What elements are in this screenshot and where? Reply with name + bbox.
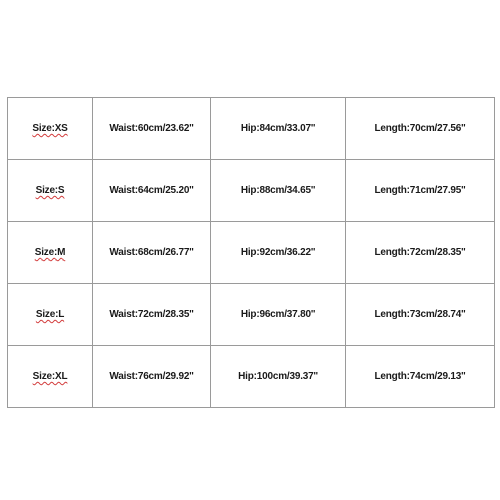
size-chart-table xyxy=(7,97,495,408)
table-row-xs xyxy=(8,98,495,160)
size-label: Size:M xyxy=(34,247,66,258)
length-cell: Length:70cm/27.56'' xyxy=(346,98,495,160)
size-cell xyxy=(8,284,93,346)
size-label: Size:XS xyxy=(32,123,68,134)
size-cell xyxy=(8,98,93,160)
waist-cell: Waist:76cm/29.92'' xyxy=(93,346,211,408)
length-cell: Length:72cm/28.35'' xyxy=(346,222,495,284)
size-cell xyxy=(8,222,93,284)
size-label: Size:XL xyxy=(32,371,68,382)
size-label: Size:L xyxy=(35,309,65,320)
table-row-xl xyxy=(8,346,495,408)
size-label: Size:S xyxy=(35,185,65,196)
length-cell: Length:74cm/29.13'' xyxy=(346,346,495,408)
hip-cell: Hip:96cm/37.80'' xyxy=(211,284,346,346)
table-row-s xyxy=(8,160,495,222)
size-cell xyxy=(8,160,93,222)
hip-cell: Hip:88cm/34.65'' xyxy=(211,160,346,222)
waist-cell: Waist:64cm/25.20'' xyxy=(93,160,211,222)
length-cell: Length:73cm/28.74'' xyxy=(346,284,495,346)
waist-cell: Waist:60cm/23.62'' xyxy=(93,98,211,160)
hip-cell: Hip:100cm/39.37'' xyxy=(211,346,346,408)
waist-cell: Waist:72cm/28.35'' xyxy=(93,284,211,346)
table-row-l xyxy=(8,284,495,346)
table-row-m xyxy=(8,222,495,284)
hip-cell: Hip:84cm/33.07'' xyxy=(211,98,346,160)
size-cell xyxy=(8,346,93,408)
length-cell: Length:71cm/27.95'' xyxy=(346,160,495,222)
waist-cell: Waist:68cm/26.77'' xyxy=(93,222,211,284)
hip-cell: Hip:92cm/36.22'' xyxy=(211,222,346,284)
